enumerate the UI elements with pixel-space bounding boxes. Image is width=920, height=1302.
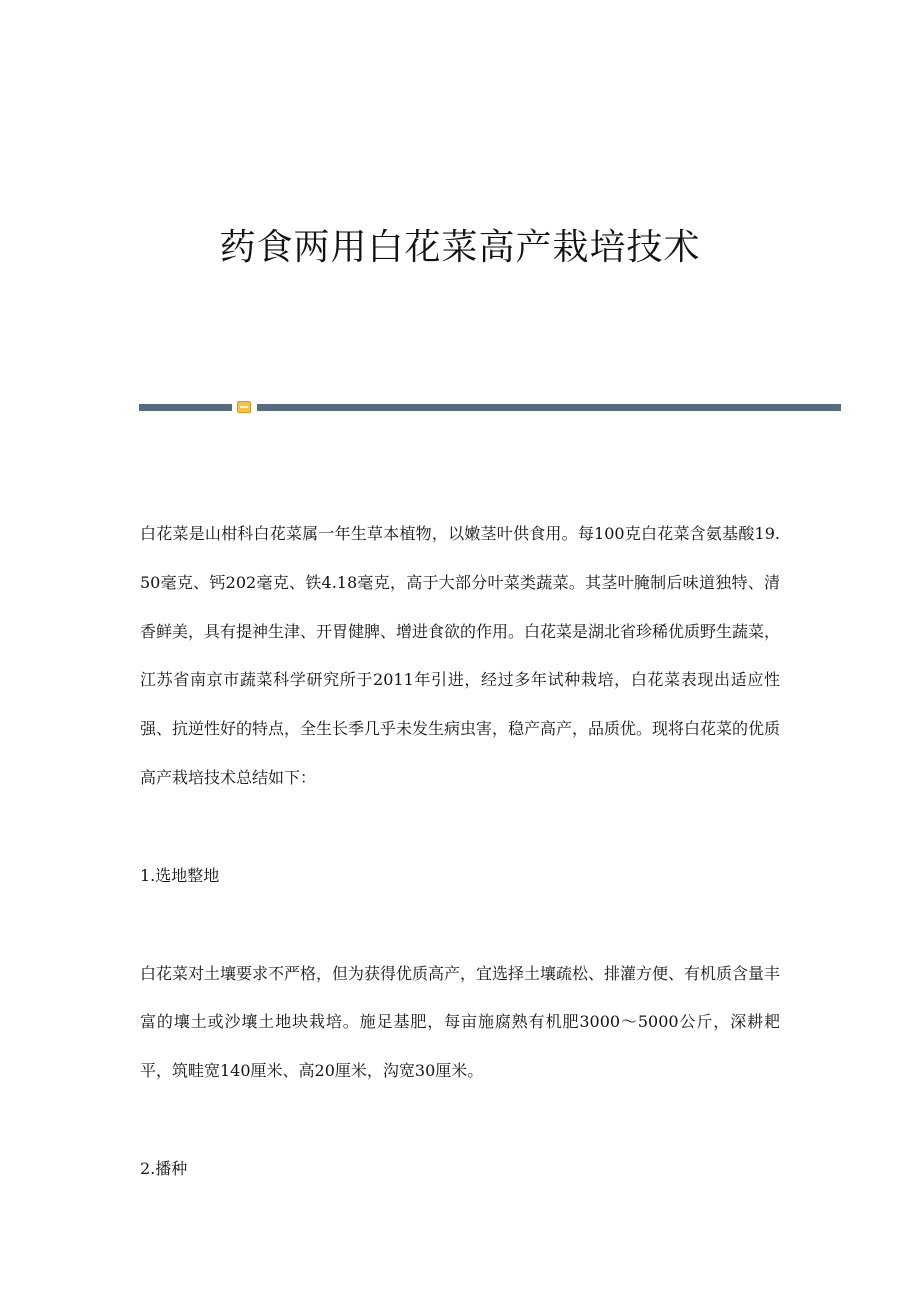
title-divider: [139, 401, 841, 413]
document-body: [140, 510, 780, 1194]
section-heading-site-selection: 1.选地整地: [140, 865, 220, 885]
divider-bar-right: [257, 404, 841, 411]
intro-paragraph: 白花菜是山柑科白花菜属一年生草本植物，以嫩茎叶供食用。每100克白花菜含氨基酸19.50毫克、钙202毫克、铁4.18毫克，高于大部分叶菜类蔬菜。其茎叶腌制后味道独特、清香鲜美，具有提神生津、开胃健脾、增进食欲的作用。白花菜是湖北省珍稀优质野生蔬菜，江苏省南京市蔬菜科学研究所于2011年引进，经过多年试种栽培，白花菜表现出适应性强、抗逆性好的特点，全生长季几乎未发生病虫害，稳产高产，品质优。现将白花菜的优质高产栽培技术总结如下：: [140, 524, 781, 787]
section-heading-sowing: 2.播种: [140, 1158, 188, 1178]
divider-bar-left: [139, 404, 232, 411]
document-title: 药食两用白花菜高产栽培技术: [219, 227, 701, 268]
section-body-site-selection: 白花菜对土壤要求不严格，但为获得优质高产，宜选择土壤疏松、排灌方便、有机质含量丰富的壤土或沙壤土地块栽培。施足基肥，每亩施腐熟有机肥3000～5000公斤，深耕耙平，筑畦宽140厘米、高20厘米，沟宽30厘米。: [140, 963, 781, 1081]
book-ornament-icon: [237, 401, 251, 413]
